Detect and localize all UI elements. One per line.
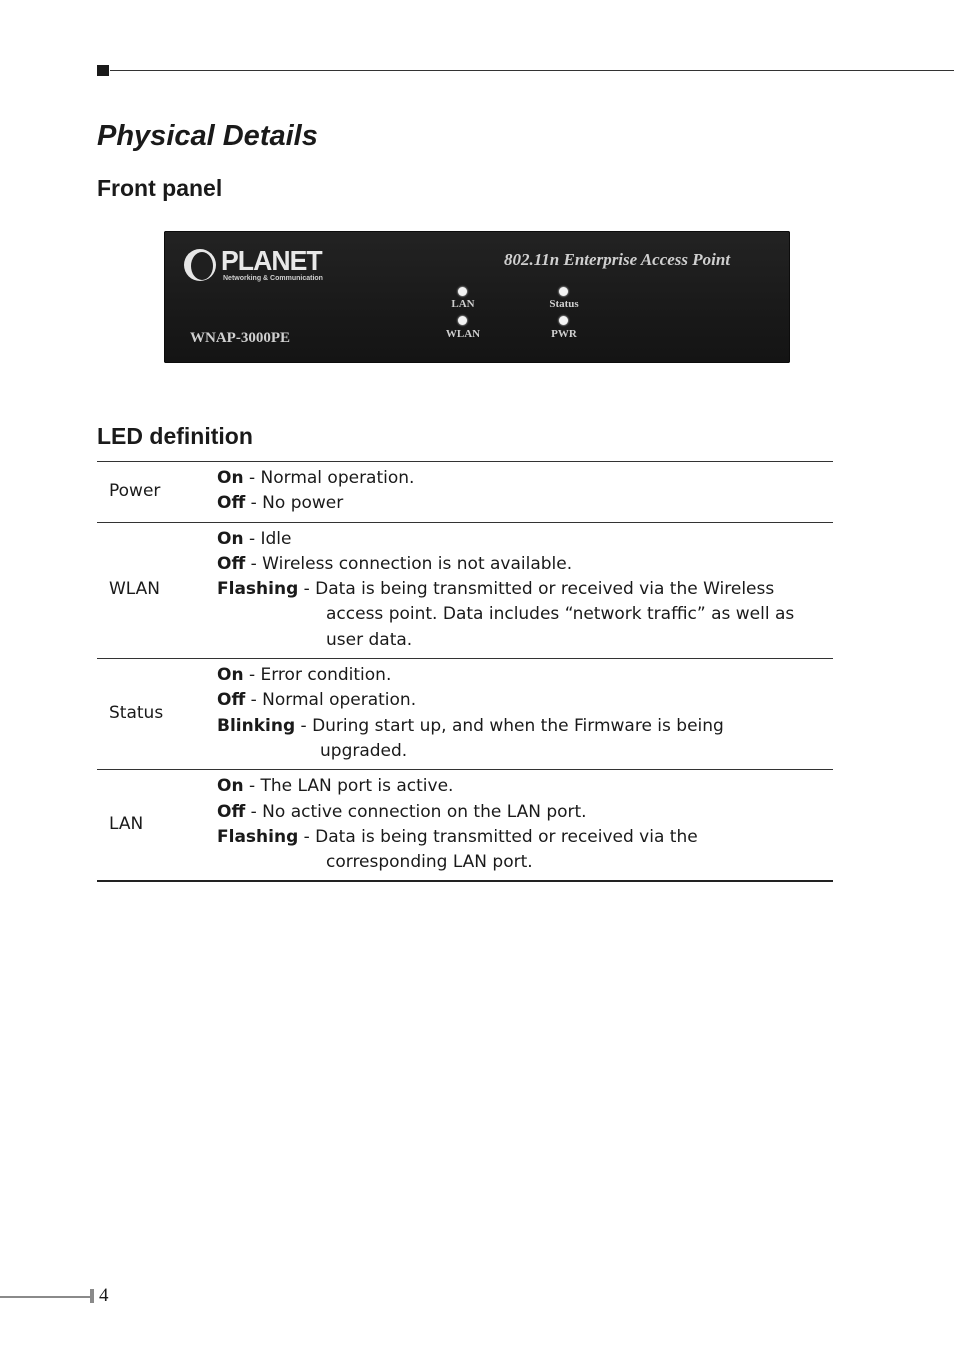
description-line: On - Error condition. <box>217 665 392 686</box>
description-line: Blinking - During start up, and when the Firmware is being <box>217 715 724 736</box>
description-line: Off - Normal operation. <box>217 690 417 711</box>
table-row <box>97 522 833 658</box>
led-name: Status <box>97 659 217 770</box>
page-number: 4 <box>99 1285 109 1306</box>
description-line: On - Idle <box>217 528 292 549</box>
header-rule <box>110 70 954 71</box>
led-name: Power <box>97 462 217 523</box>
table-row <box>97 659 833 770</box>
led-label-wlan: WLAN <box>445 328 481 340</box>
page-title: Physical Details <box>97 120 318 152</box>
table-row <box>97 462 833 523</box>
led-label-lan: LAN <box>451 298 475 310</box>
led-label-status: Status <box>549 298 579 310</box>
pwr-led-icon <box>559 316 568 325</box>
front-panel-heading: Front panel <box>97 175 223 201</box>
wlan-led-icon <box>458 316 467 325</box>
led-description <box>217 462 833 523</box>
led-definition-heading: LED definition <box>97 423 253 449</box>
led-description <box>217 770 833 882</box>
led-description <box>217 659 833 770</box>
header-marker <box>97 65 109 76</box>
status-led-icon <box>559 287 568 296</box>
description-line: Off - Wireless connection is not available. <box>217 553 573 574</box>
footer-rule <box>0 1296 90 1298</box>
description-line: Flashing - Data is being transmitted or received via the <box>217 826 698 847</box>
model-label: WNAP-3000PE <box>190 330 290 346</box>
led-name: LAN <box>97 770 217 882</box>
front-panel-image <box>164 231 790 363</box>
led-definition-table <box>97 461 833 882</box>
description-line: Off - No power <box>217 493 344 514</box>
lan-led-icon <box>458 287 467 296</box>
description-line: On - Normal operation. <box>217 468 415 488</box>
product-title: 802.11n Enterprise Access Point <box>504 250 731 269</box>
description-line: On - The LAN port is active. <box>217 776 454 797</box>
brand-name: PLANET <box>221 245 322 276</box>
table-row <box>97 770 833 882</box>
led-description <box>217 522 833 658</box>
description-line: corresponding LAN port. <box>326 852 533 873</box>
description-line: Off - No active connection on the LAN port. <box>217 801 587 822</box>
description-line: user data. <box>326 629 413 650</box>
description-line: access point. Data includes “network traffic” as well as <box>326 604 795 625</box>
description-line: upgraded. <box>320 740 408 761</box>
planet-logo-icon <box>184 249 216 281</box>
footer-marker <box>90 1289 94 1303</box>
led-label-pwr: PWR <box>551 328 577 340</box>
led-name: WLAN <box>97 522 217 658</box>
brand-tagline: Networking & Communication <box>223 275 323 282</box>
description-line: Flashing - Data is being transmitted or received via the Wireless <box>217 579 775 600</box>
